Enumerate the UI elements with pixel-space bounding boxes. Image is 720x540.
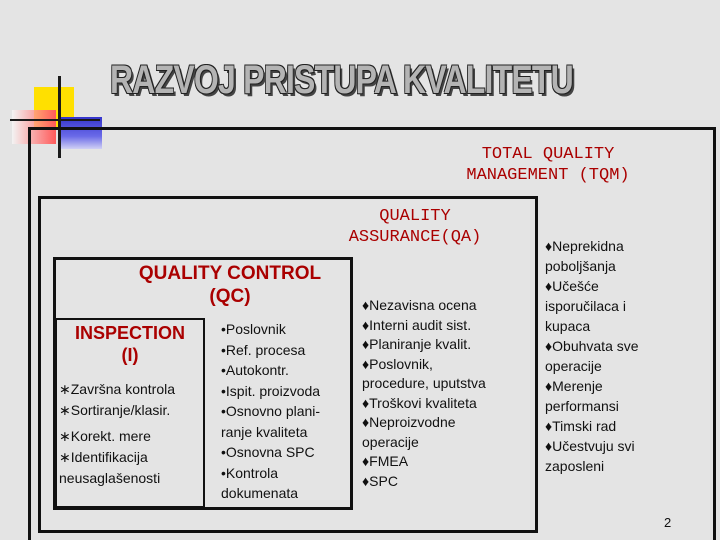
list-item: ranje kvaliteta <box>221 423 308 440</box>
tqm-heading-line1: TOTAL QUALITY <box>481 145 615 164</box>
list-item: ♦Učestvuju svi <box>545 438 635 454</box>
list-item: ♦Troškovi kvaliteta <box>362 394 477 411</box>
list-item: ♦Timski rad <box>545 418 617 434</box>
list-item: ♦Planiranje kvalit. <box>362 336 472 352</box>
list-item: isporučilaca i <box>545 298 626 314</box>
list-item: •Poslovnik <box>221 321 286 337</box>
inspection-list <box>59 379 175 489</box>
list-item: performansi <box>545 398 619 414</box>
list-item: ♦Merenje <box>545 378 603 394</box>
list-item: ♦Nezavisna ocena <box>362 297 477 313</box>
qc-heading-line1: QUALITY CONTROL <box>138 263 322 284</box>
list-item: ♦Neprekidna <box>545 238 624 254</box>
list-item: ♦SPC <box>362 472 398 489</box>
qc-heading <box>100 262 360 308</box>
list-item: poboljšanja <box>545 258 616 274</box>
list-item: •Autokontr. <box>221 362 289 378</box>
page-number: 2 <box>664 515 672 530</box>
list-item: neusaglašenosti <box>59 470 161 486</box>
qa-heading-line1: QUALITY <box>379 207 451 226</box>
inspection-heading-line2: (I) <box>121 344 139 365</box>
qc-list <box>221 319 320 504</box>
list-item: operacije <box>545 358 602 374</box>
list-item: procedure, uputstva <box>362 375 486 391</box>
list-item: ∗Korekt. mere <box>59 428 151 444</box>
deco-horizontal-line <box>10 119 100 121</box>
tqm-heading <box>428 145 668 186</box>
list-item: ♦FMEA <box>362 453 409 469</box>
list-item: •Osnovno plani- <box>221 403 321 419</box>
list-item: •Ispit. proizvoda <box>221 382 321 399</box>
list-item: zaposleni <box>545 458 605 474</box>
qa-heading <box>310 207 520 248</box>
list-item: ♦Učešće <box>545 278 599 294</box>
list-item: •Osnovna SPC <box>221 444 315 460</box>
list-item: kupaca <box>545 318 591 334</box>
inspection-heading-line1: INSPECTION <box>74 323 185 343</box>
list-item: ♦Poslovnik, <box>362 355 433 372</box>
qc-heading-line2: (QC) <box>209 286 251 308</box>
list-item: ∗Sortiranje/klasir. <box>59 402 171 418</box>
list-item: dokumenata <box>221 485 299 501</box>
list-item: •Kontrola <box>221 464 279 481</box>
list-item: operacije <box>362 433 419 450</box>
list-item: ♦Interni audit sist. <box>362 316 472 333</box>
list-item: •Ref. procesa <box>221 341 306 358</box>
list-item: ♦Obuhvata sve <box>545 338 639 354</box>
qa-heading-line2: ASSURANCE(QA) <box>348 227 482 247</box>
slide-title: RAZVOJ PRISTUPA KVALITETU <box>110 58 573 102</box>
inspection-heading <box>57 323 203 367</box>
list-item: ∗Identifikacija <box>59 449 148 465</box>
list-item: ♦Neproizvodne <box>362 414 456 430</box>
tqm-heading-line2: MANAGEMENT (TQM) <box>466 165 630 185</box>
qa-list <box>362 296 486 491</box>
tqm-list <box>545 236 639 476</box>
list-item: ∗Završna kontrola <box>59 381 175 397</box>
